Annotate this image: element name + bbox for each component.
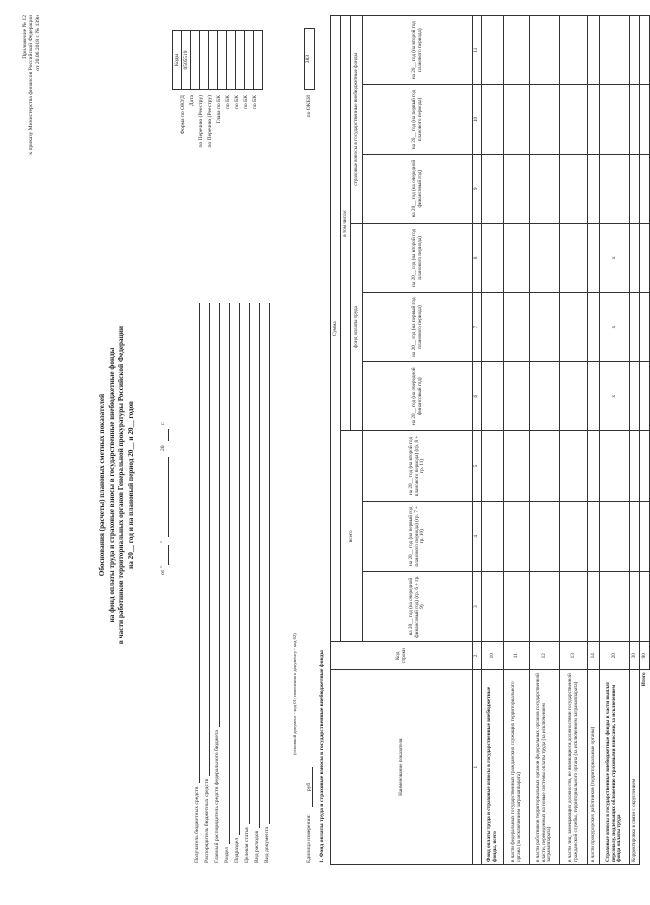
main-table bbox=[330, 15, 650, 865]
header-field bbox=[240, 303, 250, 863]
header-field bbox=[210, 303, 220, 863]
header-field-blank[interactable] bbox=[253, 303, 260, 828]
column-number: 4 bbox=[473, 501, 482, 571]
header-field bbox=[220, 303, 230, 863]
unit-label: Единица измерения: bbox=[306, 814, 312, 863]
header-field-label: Раздел bbox=[223, 847, 230, 863]
table-row bbox=[530, 16, 560, 865]
title-line-3: в части работников территориальных органов Генеральной прокуратуры Российской Федерации bbox=[117, 325, 126, 645]
value-cell[interactable] bbox=[560, 154, 588, 223]
value-cell: х bbox=[600, 223, 630, 292]
row-name: в части работников территориальных органов федеральных органов государственной власти, переведенных на новые системы оплаты труда (за исключением загранаппарата) bbox=[530, 670, 560, 865]
row-code: 20 bbox=[600, 642, 630, 670]
value-cell[interactable] bbox=[530, 431, 560, 501]
value-cell[interactable] bbox=[630, 154, 640, 223]
table-row bbox=[600, 16, 630, 865]
header-field bbox=[250, 303, 260, 863]
unit-row bbox=[306, 563, 313, 863]
column-number: 2 bbox=[473, 642, 482, 670]
row-code: 12 bbox=[530, 642, 560, 670]
header-total-y3: на 20__ год (на второй год планового периода) (гр. 8 + гр. 11) bbox=[363, 431, 473, 501]
value-cell[interactable] bbox=[560, 431, 588, 501]
column-number: 11 bbox=[473, 16, 482, 85]
value-cell[interactable] bbox=[588, 292, 600, 361]
okei-label: по ОКЕИ bbox=[306, 95, 312, 118]
header-field-label: Распорядитель бюджетных средств bbox=[203, 778, 210, 863]
column-number: 5 bbox=[473, 431, 482, 501]
column-number: 7 bbox=[473, 292, 482, 361]
header-field-label: Целевая статья bbox=[243, 827, 250, 863]
date-day-blank[interactable] bbox=[168, 545, 169, 565]
codes-labels bbox=[180, 95, 261, 285]
codes-header: Коды bbox=[173, 31, 182, 90]
value-cell[interactable] bbox=[600, 571, 630, 641]
date-prefix: от " bbox=[160, 566, 166, 575]
header-payroll-y1: на 20__ год (на очередной финансовый год) bbox=[363, 362, 473, 431]
value-cell[interactable] bbox=[530, 85, 560, 154]
header-insurance-y1: на 20__ год (на очередной финансовый год) bbox=[363, 154, 473, 223]
value-cell[interactable] bbox=[588, 571, 600, 641]
appendix-line-1: Приложение № 12 bbox=[22, 15, 28, 59]
value-cell[interactable] bbox=[588, 501, 600, 571]
value-cell[interactable] bbox=[482, 154, 504, 223]
code-registry-1[interactable] bbox=[200, 31, 209, 90]
codes-row-label: по Перечню (Реестру) bbox=[198, 95, 204, 148]
value-cell[interactable] bbox=[640, 431, 650, 501]
value-cell[interactable] bbox=[482, 223, 504, 292]
value-cell[interactable] bbox=[630, 362, 640, 431]
value-cell[interactable] bbox=[482, 431, 504, 501]
value-cell[interactable] bbox=[640, 154, 650, 223]
value-cell[interactable] bbox=[630, 292, 640, 361]
value-cell[interactable] bbox=[600, 501, 630, 571]
code-okei: 383 bbox=[304, 28, 315, 90]
value-cell[interactable] bbox=[560, 362, 588, 431]
title-line-1: Обоснования (расчеты) плановых сметных показателей bbox=[98, 393, 106, 577]
value-cell[interactable] bbox=[482, 292, 504, 361]
code-okud: 0505519 bbox=[182, 31, 191, 90]
codes-row-label: Глава по БК bbox=[216, 95, 222, 124]
header-code: Код строки bbox=[331, 642, 473, 670]
header-field-label: Получатель бюджетных средств bbox=[193, 786, 200, 863]
value-cell[interactable] bbox=[504, 292, 530, 361]
row-code: 14 bbox=[588, 642, 600, 670]
value-cell[interactable] bbox=[588, 16, 600, 85]
header-field-label: Главный распорядитель средств федерального бюджета bbox=[213, 730, 220, 863]
header-field-blank[interactable] bbox=[213, 303, 220, 727]
value-cell[interactable] bbox=[640, 223, 650, 292]
row-name: Корректировка в связи с округлением bbox=[630, 670, 640, 865]
value-cell[interactable] bbox=[482, 571, 504, 641]
header-field-label: Вид документа bbox=[263, 827, 270, 863]
codes-row-label: по БК bbox=[243, 95, 249, 110]
value-cell[interactable] bbox=[630, 16, 640, 85]
date-year-blank[interactable] bbox=[168, 429, 169, 441]
header-insurance-y2: на 20__ год (на первый год планового периода) bbox=[363, 85, 473, 154]
row-code: 11 bbox=[504, 642, 530, 670]
row-name: Фонд оплаты труда и страховые взносы в государственные внебюджетные фонды, всего bbox=[482, 670, 504, 865]
code-date[interactable] bbox=[191, 31, 200, 90]
value-cell[interactable] bbox=[640, 362, 650, 431]
appendix-note bbox=[22, 15, 41, 305]
section-title: 1. Фонд оплаты труда и страховые взносы в государственные внебюджетные фонды bbox=[319, 650, 325, 863]
column-number: 9 bbox=[473, 154, 482, 223]
value-cell: х bbox=[600, 362, 630, 431]
value-cell[interactable] bbox=[530, 16, 560, 85]
title-line-2: на фонд оплаты труда и страховые взносы в государственные внебюджетные фонды bbox=[107, 347, 116, 623]
value-cell[interactable] bbox=[530, 362, 560, 431]
value-cell[interactable] bbox=[630, 501, 640, 571]
table-row bbox=[588, 16, 600, 865]
value-cell[interactable] bbox=[504, 154, 530, 223]
value-cell[interactable] bbox=[588, 431, 600, 501]
code-bk-4[interactable] bbox=[254, 31, 263, 90]
row-name: Страховые взносы в государственные внебюджетные фонды в части выплат персоналу, подлежащих обложению страховыми взносами, за исключением фонда оплаты труда bbox=[600, 670, 630, 865]
value-cell[interactable] bbox=[560, 16, 588, 85]
value-cell[interactable] bbox=[588, 362, 600, 431]
header-total-y1: на 20__ год (на очередной финансовый год) (гр. 6 + гр. 9) bbox=[363, 571, 473, 641]
table-row bbox=[482, 16, 504, 865]
header-payroll-y3: на 20__ год (на второй год планового периода) bbox=[363, 223, 473, 292]
value-cell[interactable] bbox=[482, 16, 504, 85]
value-cell[interactable] bbox=[588, 85, 600, 154]
codes-row-label: по Перечню (Реестру) bbox=[207, 95, 213, 148]
value-cell[interactable] bbox=[630, 431, 640, 501]
row-name: Итого bbox=[640, 670, 650, 865]
header-payroll-y2: на 20__ год (на первый год планового периода) bbox=[363, 292, 473, 361]
row-code: 90 bbox=[640, 642, 650, 670]
appendix-line-3: от 20.06.2018 г. № 139н bbox=[34, 15, 41, 71]
value-cell[interactable] bbox=[504, 362, 530, 431]
row-name: в части прокурорских работников (территориальные органы) bbox=[588, 670, 600, 865]
value-cell[interactable] bbox=[482, 362, 504, 431]
header-field bbox=[260, 303, 270, 863]
value-cell[interactable] bbox=[560, 571, 588, 641]
column-number: 3 bbox=[473, 571, 482, 641]
value-cell[interactable] bbox=[504, 223, 530, 292]
table-row bbox=[640, 16, 650, 865]
header-field bbox=[200, 303, 210, 863]
codes-row-label: Дата bbox=[189, 95, 195, 107]
header-fields bbox=[190, 303, 270, 863]
value-cell[interactable] bbox=[640, 85, 650, 154]
header-field-label: Подраздел bbox=[233, 837, 240, 863]
date-month-blank[interactable] bbox=[168, 457, 169, 537]
value-cell[interactable] bbox=[560, 85, 588, 154]
row-code: 10 bbox=[482, 642, 504, 670]
column-number: 10 bbox=[473, 85, 482, 154]
codes-table bbox=[172, 30, 263, 90]
date-line bbox=[160, 315, 170, 575]
codes-row-label: по БК bbox=[252, 95, 258, 110]
value-cell[interactable] bbox=[530, 154, 560, 223]
value-cell[interactable] bbox=[560, 223, 588, 292]
header-total: всего bbox=[341, 431, 363, 642]
value-cell[interactable] bbox=[504, 16, 530, 85]
appendix-line-2: к приказу Министерства финансов Российской Федерации bbox=[28, 15, 35, 155]
value-cell[interactable] bbox=[560, 292, 588, 361]
header-field-blank[interactable] bbox=[223, 303, 230, 844]
header-field bbox=[230, 303, 240, 863]
table-row bbox=[630, 16, 640, 865]
column-number: 6 bbox=[473, 362, 482, 431]
header-total-y2: на 20__ год (на первый год планового периода) (гр. 7 + гр. 10) bbox=[363, 501, 473, 571]
value-cell[interactable] bbox=[600, 85, 630, 154]
column-number: 8 bbox=[473, 223, 482, 292]
header-field-blank[interactable] bbox=[263, 303, 270, 824]
header-insurance: страховые взносы в государственные внебюджетные фонды bbox=[351, 16, 363, 224]
code-bk-1[interactable] bbox=[227, 31, 236, 90]
header-name: Наименование показателя bbox=[331, 670, 473, 865]
value-cell[interactable] bbox=[630, 85, 640, 154]
codes-row-label: по БК bbox=[225, 95, 231, 110]
form-title bbox=[98, 205, 137, 765]
codes-row-label: Форма по ОКУД bbox=[180, 95, 186, 135]
column-number: 1 bbox=[473, 670, 482, 865]
value-cell[interactable] bbox=[504, 571, 530, 641]
header-payroll: фонд оплаты труда bbox=[351, 223, 363, 431]
value-cell[interactable] bbox=[588, 154, 600, 223]
row-code: 30 bbox=[630, 642, 640, 670]
value-cell[interactable] bbox=[640, 501, 650, 571]
header-including: в том числе: bbox=[341, 16, 351, 431]
value-cell[interactable] bbox=[560, 501, 588, 571]
document-type-hint: (основной документ - код 01; изменения к документу - код 02) bbox=[292, 633, 297, 755]
header-insurance-y3: на 20__ год (на второй год планового периода) bbox=[363, 16, 473, 85]
unit-value: руб bbox=[306, 767, 313, 807]
value-cell: х bbox=[600, 292, 630, 361]
value-cell[interactable] bbox=[588, 223, 600, 292]
header-field-label: Вид расходов bbox=[253, 830, 260, 863]
row-code: 13 bbox=[560, 642, 588, 670]
value-cell[interactable] bbox=[640, 16, 650, 85]
value-cell[interactable] bbox=[530, 571, 560, 641]
header-sum: Сумма bbox=[331, 16, 341, 642]
code-glava[interactable] bbox=[218, 31, 227, 90]
code-bk-3[interactable] bbox=[245, 31, 254, 90]
date-suffix: г. bbox=[160, 421, 166, 425]
header-field-blank[interactable] bbox=[233, 303, 240, 835]
value-cell[interactable] bbox=[640, 292, 650, 361]
code-registry-2[interactable] bbox=[209, 31, 218, 90]
value-cell[interactable] bbox=[600, 431, 630, 501]
table-row bbox=[560, 16, 588, 865]
value-cell[interactable] bbox=[504, 501, 530, 571]
title-line-4: на 20__ год и на плановый период 20__ и 20__ годов bbox=[127, 401, 136, 569]
value-cell[interactable] bbox=[530, 501, 560, 571]
value-cell[interactable] bbox=[504, 85, 530, 154]
value-cell[interactable] bbox=[530, 292, 560, 361]
header-field-blank[interactable] bbox=[193, 303, 200, 783]
date-year-prefix: 20 bbox=[160, 445, 166, 451]
row-name: в части федеральных государственных гражданских служащих территориального органа (за исключением загранаппарата) bbox=[504, 670, 530, 865]
codes-row-label: по БК bbox=[234, 95, 240, 110]
date-quote: " bbox=[160, 540, 166, 543]
value-cell[interactable] bbox=[600, 154, 630, 223]
value-cell[interactable] bbox=[482, 501, 504, 571]
header-field-blank[interactable] bbox=[203, 303, 210, 776]
header-field bbox=[190, 303, 200, 863]
value-cell[interactable] bbox=[630, 571, 640, 641]
value-cell[interactable] bbox=[482, 85, 504, 154]
code-bk-2[interactable] bbox=[236, 31, 245, 90]
value-cell[interactable] bbox=[600, 16, 630, 85]
value-cell[interactable] bbox=[530, 223, 560, 292]
value-cell[interactable] bbox=[630, 223, 640, 292]
value-cell[interactable] bbox=[640, 571, 650, 641]
row-name: в части лиц, замещающих должности, не являющиеся должностями государственной гражданской службы, территориального органа (за исключением загранаппарата) bbox=[560, 670, 588, 865]
table-row bbox=[504, 16, 530, 865]
header-field-blank[interactable] bbox=[243, 303, 250, 824]
value-cell[interactable] bbox=[504, 431, 530, 501]
